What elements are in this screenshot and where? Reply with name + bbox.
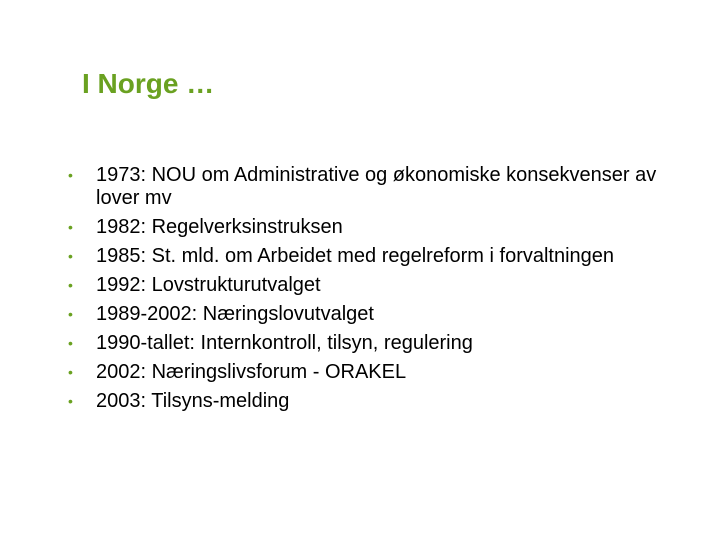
bullet-item (68, 303, 688, 326)
bullet-item (68, 274, 688, 297)
bullet-icon: • (68, 364, 73, 380)
bullet-text: 1989-2002: Næringslovutvalget (96, 303, 374, 325)
bullet-text: 1990-tallet: Internkontroll, tilsyn, regulering (96, 332, 473, 354)
bullet-icon: • (68, 219, 73, 235)
bullet-item (68, 245, 688, 268)
bullet-icon: • (68, 393, 73, 409)
bullet-icon: • (68, 167, 73, 183)
bullet-text: 1982: Regelverksinstruksen (96, 216, 343, 238)
bullet-icon: • (68, 248, 73, 264)
bullet-icon: • (68, 335, 73, 351)
bullet-item (68, 164, 688, 210)
bullet-text: 1992: Lovstrukturutvalget (96, 274, 321, 296)
bullet-icon: • (68, 277, 73, 293)
bullet-item (68, 332, 688, 355)
bullet-text: 2002: Næringslivsforum - ORAKEL (96, 361, 407, 383)
bullet-icon: • (68, 306, 73, 322)
bullet-text: 2003: Tilsyns-melding (96, 390, 290, 412)
bullet-item (68, 390, 688, 413)
bullet-item (68, 216, 688, 239)
bullet-list (68, 164, 688, 419)
slide-title: I Norge … (82, 68, 215, 99)
bullet-item (68, 361, 688, 384)
bullet-text: 1973: NOU om Administrative og økonomiske konsekvenser av lover mv (96, 164, 657, 209)
bullet-text: 1985: St. mld. om Arbeidet med regelreform i forvaltningen (96, 245, 615, 267)
